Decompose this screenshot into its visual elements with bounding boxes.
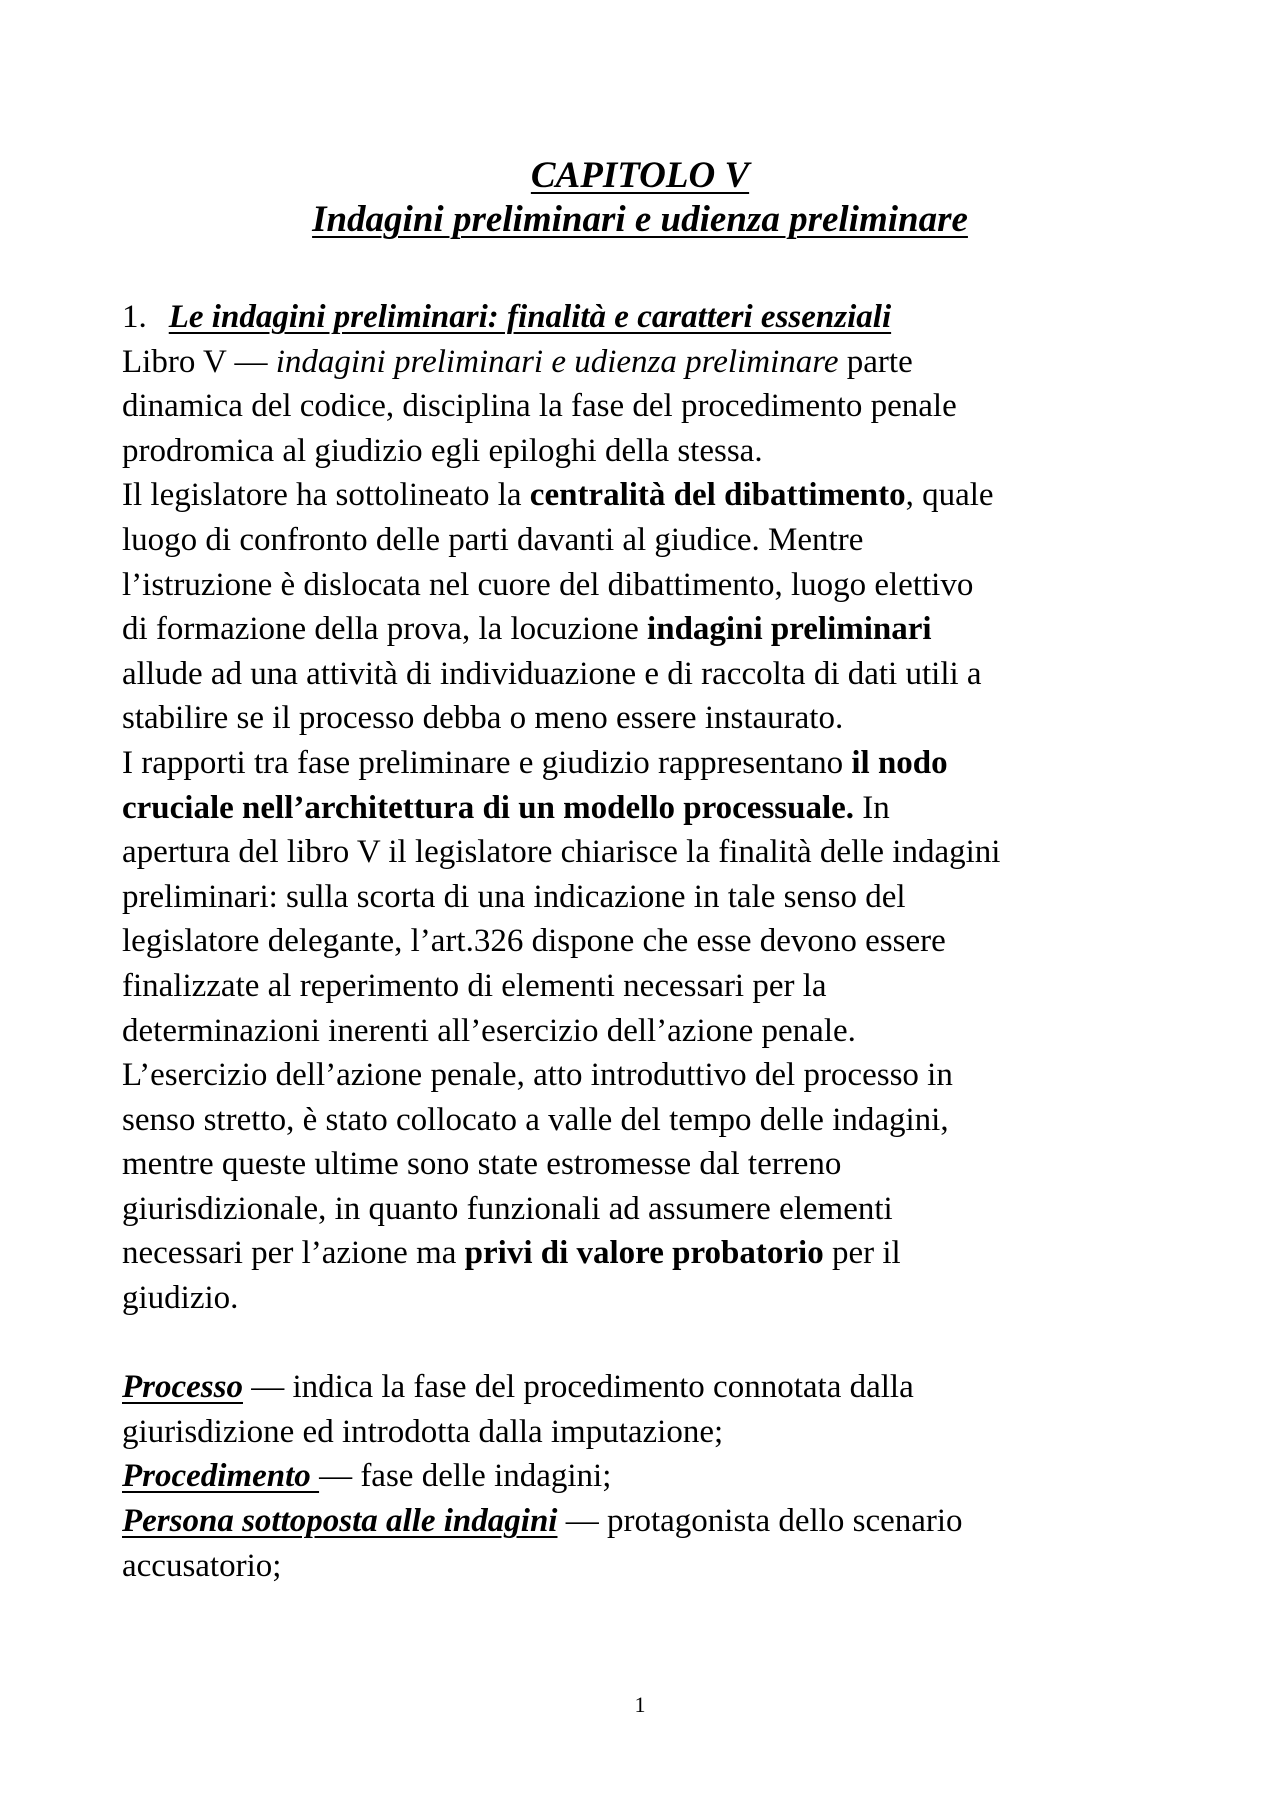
paragraph-line: mentre queste ultime sono state estromesse dal terreno [122,1146,842,1183]
text-span: Il legislatore ha sottolineato la [122,477,530,514]
bold-text: centralità del dibattimento [529,477,906,514]
paragraph-line: determinazioni inerenti all’esercizio dell’azione penale. [122,1012,856,1049]
paragraph-line [122,340,1182,385]
definition-text: — protagonista dello scenario [557,1503,963,1540]
paragraph-line: apertura del libro V il legislatore chiarisce la finalità delle indagini [122,834,1001,871]
paragraph-line: allude ad una attività di individuazione e di raccolta di dati utili a [122,655,982,692]
bold-text: cruciale nell’architettura di un modello processuale. [122,789,855,826]
paragraph-line: senso stretto, è stato collocato a valle del tempo delle indagini, [122,1101,949,1138]
definition-item [122,1499,1182,1544]
text-span: I rapporti tra fase preliminare e giudizio rappresentano [122,744,852,781]
paragraph-line: preliminari: sulla scorta di una indicazione in tale senso del [122,878,906,915]
paragraph-line: prodromica al giudizio egli epiloghi della stessa. [122,432,763,469]
paragraph-line [122,786,1182,831]
section-number: 1. [122,299,147,335]
definition-term: Persona sottoposta alle indagini [122,1503,558,1540]
text-span: , quale [905,477,994,514]
italic-text: indagini preliminari e udienza preliminare [275,343,839,380]
definition-item [122,1454,1182,1499]
definition-text-line: giurisdizione ed introdotta dalla imputazione; [122,1413,724,1450]
chapter-title: CAPITOLO V [530,155,750,196]
page-number: 1 [634,1692,646,1717]
chapter-subtitle: Indagini preliminari e udienza preliminare [312,199,968,240]
text-span: per il [823,1235,901,1272]
paragraph-line [122,741,1182,786]
paragraph-line: giurisdizionale, in quanto funzionali ad assumere elementi [122,1190,893,1227]
document-body [122,295,1182,1588]
bold-text: il nodo [851,744,948,781]
paragraph-line: l’istruzione è dislocata nel cuore del dibattimento, luogo elettivo [122,566,974,603]
bold-text: privi di valore probatorio [464,1235,824,1272]
text-span: Libro V — [122,343,276,380]
paragraph-line: finalizzate al reperimento di elementi necessari per la [122,967,827,1004]
paragraph-line [122,473,1182,518]
section-title: Le indagini preliminari: finalità e caratteri essenziali [168,299,892,335]
paragraph-line: luogo di confronto delle parti davanti al giudice. Mentre [122,521,864,558]
paragraph-line [122,1231,1182,1276]
section-heading [122,295,1182,340]
paragraph-line: giudizio. [122,1280,239,1317]
text-span: In [854,789,890,826]
paragraph-line: L’esercizio dell’azione penale, atto introduttivo del processo in [122,1057,953,1094]
text-span: di formazione della prova, la locuzione [122,611,648,648]
definition-text: — indica la fase del procedimento connotata dalla [242,1369,914,1406]
blank-line [122,1321,1182,1366]
paragraph-line [122,607,1182,652]
text-span: parte [838,343,913,380]
definition-term: Procedimento [122,1458,320,1495]
paragraph-line: dinamica del codice, disciplina la fase del procedimento penale [122,388,957,425]
definition-text: — fase delle indagini; [319,1458,612,1495]
bold-text: indagini preliminari [647,611,932,648]
text-span: necessari per l’azione ma [122,1235,465,1272]
paragraph-line: stabilire se il processo debba o meno essere instaurato. [122,700,844,737]
paragraph-line: legislatore delegante, l’art.326 dispone che esse devono essere [122,923,946,960]
definition-text-line: accusatorio; [122,1547,282,1584]
definition-term: Processo [122,1369,243,1406]
definition-item [122,1365,1182,1410]
